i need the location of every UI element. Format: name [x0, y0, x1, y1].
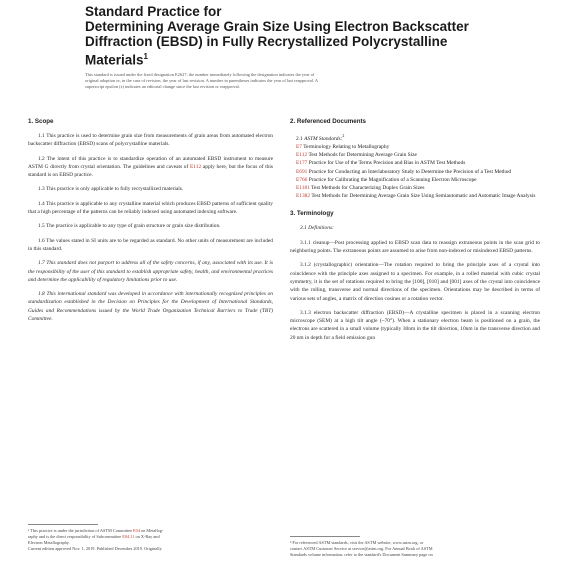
notice-line: This standard is issued under the fixed designation E2627; the number immediately following the designation indicates the year of: [85, 72, 315, 77]
title-footnote-mark: 1: [143, 52, 148, 61]
astm-standards-subheading: [290, 132, 540, 143]
section-heading-references: 2. Referenced Documents: [290, 118, 366, 125]
paragraph-text: 1.2 The intent of this practice is to standardize operation of an automated EBSD instrument to measure ASTM G directly from crystal orientation. The guidelines and caveats of: [28, 155, 273, 170]
sub-label: ASTM Standards:: [304, 135, 343, 142]
reference-item: [290, 176, 540, 184]
subcommittee-link[interactable]: E04.11: [122, 534, 135, 539]
paragraph: 1.6 The values stated in SI units are to be regarded as standard. No other units of measurement are included in this standard.: [28, 237, 273, 252]
definitions-subheading: 3.1 Definitions:: [300, 225, 334, 232]
footnote-rule-left: [28, 524, 98, 525]
footnote-1: [28, 528, 163, 552]
reference-item: [290, 151, 540, 159]
footnote-line: Electron Metallography.: [28, 540, 70, 545]
reference-item: [290, 143, 540, 151]
notice-line: original adoption or, in the case of revision, the year of last revision. A number in parentheses indicates the year of last reapproval. A: [85, 78, 319, 83]
reference-title: Practice for Calibrating the Magnification of a Scanning Electron Microscope: [308, 176, 477, 183]
reference-title: Practice for Use of the Terms Precision and Bias in ASTM Test Methods: [308, 160, 466, 167]
paragraph: 1.3 This practice is only applicable to fully recrystallized materials.: [38, 186, 184, 193]
reference-item: [290, 159, 540, 167]
reference-code-link[interactable]: E7: [296, 144, 302, 150]
footnote-line: contact ASTM Customer Service at service@astm.org. For Annual Book of ASTM: [290, 546, 433, 551]
title-line: Determining Average Grain Size Using Electron Backscatter: [85, 19, 469, 34]
footnote-text: on Metallog-: [141, 528, 164, 533]
reference-code-link[interactable]: E1181: [296, 185, 310, 192]
left-column: [28, 118, 273, 329]
designation-notice: [85, 72, 490, 90]
title-line: [85, 49, 505, 68]
paragraph: 1.4 This practice is applicable to any crystalline material which produces EBSD patterns of sufficient quality that a high percentage of the patterns can be reliably indexed using automated indexing software.: [28, 200, 273, 216]
definition-cleanup: 3.1.1 cleanup—Post processing applied to EBSD scan data to reassign extraneous points in the scan grid to neighboring points. The extraneous points are assumed to arise from non-indexed or misindexed EBSD patterns.: [290, 239, 540, 255]
reference-title: Practice for Conducting an Interlaboratory Study to Determine the Precision of a Test Method: [308, 168, 512, 175]
reference-item: [290, 168, 540, 176]
title-line: Standard Practice for: [85, 4, 222, 19]
title-line: Diffraction (EBSD) in Fully Recrystallized Polycrystalline: [85, 34, 448, 49]
reference-code-link[interactable]: E177: [296, 160, 308, 167]
reference-code-link[interactable]: E1382: [296, 193, 311, 200]
section-heading-scope: 1. Scope: [28, 118, 54, 125]
footnote-text: raphy and is the direct responsibility of Subcommittee: [28, 534, 122, 539]
reference-code-link[interactable]: E691: [296, 168, 308, 175]
footnote-text: on X-Ray and: [135, 534, 160, 539]
reference-title: Test Methods for Determining Average Grain Size: [308, 152, 417, 159]
reference-title: Terminology Relating to Metallography: [303, 144, 390, 150]
right-column: [290, 118, 540, 348]
footnote-line: Standards volume information, refer to the standard's Document Summary page on: [290, 552, 433, 557]
footnote-rule-right: [290, 536, 360, 537]
paragraph-text: apply here, but the focus of this standard is on EBSD practice.: [28, 163, 273, 179]
paragraph: 1.1 This practice is used to determine grain size from measurements of grain areas from automated electron backscatter diffraction (EBSD) scans of polycrystalline materials.: [28, 133, 273, 148]
document-title: [85, 4, 505, 68]
definition-ebsd: 3.1.3 electron backscatter diffraction (EBSD)—A crystalline specimen is placed in a scanning electron microscope (SEM) at a high tilt angle (~70°). When a stationary electron beam is positioned on a grain, the electrons are scattered in a small volume (typically 30nm in the tilt direction, 10nm in the transverse direction and 20 nm in depth for a field emission gun: [290, 309, 540, 341]
sub-number: 2.1: [296, 135, 303, 142]
paragraph: 1.5 The practice is applicable to any type of grain structure or grain size distribution.: [38, 223, 221, 230]
footnote-text: ¹ This practice is under the jurisdiction of ASTM Committee: [28, 528, 132, 533]
reference-title: Test Methods for Characterizing Duplex Grain Sizes: [311, 185, 425, 192]
reference-title: Test Methods for Determining Average Grain Size Using Semiautomatic and Automatic Image Analysis: [311, 193, 536, 200]
reference-link-e112[interactable]: E112: [189, 163, 202, 170]
paragraph: 1.7 This standard does not purport to address all of the safety concerns, if any, associated with its use. It is the responsibility of the user of this standard to establish appropriate safety, health, and environmental practices and determine the applicability of regulatory limitations prior to use.: [28, 260, 273, 283]
reference-item: [290, 184, 540, 192]
title-line-text: Materials: [85, 52, 144, 68]
footnote-line: Current edition approved Nov. 1, 2019. Published December 2019. Originally: [28, 546, 162, 551]
committee-link[interactable]: E04: [133, 528, 140, 533]
paragraph: 1.8 This international standard was developed in accordance with internationally recognized principles on standardization established in the Decision on Principles for the Development of International Standards, Guides and Recommendations issued by the World Trade Organization Technical Barriers to Trade (TBT) Committee.: [28, 291, 273, 323]
notice-line: superscript epsilon (ε) indicates an editorial change since the last revision or reapproval.: [85, 84, 240, 89]
footnote-2: [290, 540, 433, 558]
paragraph: [28, 155, 273, 180]
reference-list: [290, 143, 540, 200]
reference-code-link[interactable]: E112: [296, 152, 308, 159]
footnote-mark: 2: [342, 133, 345, 138]
reference-code-link[interactable]: E766: [296, 176, 308, 183]
section-heading-terminology: 3. Terminology: [290, 210, 334, 218]
footnote-line: ² For referenced ASTM standards, visit the ASTM website, www.astm.org, or: [290, 540, 424, 545]
reference-item: [290, 192, 540, 200]
definition-orientation: 3.1.2 (crystallographic) orientation—The rotation required to bring the principle axes of a crystal into coincidence with the principle axes assigned to a specimen. For example, in a rolled material with cubic crystal symmetry, it is the set of rotations required to bring the [100], [010] and [001] axes of the crystal into coincidence with the rolling, transverse and normal directions of the specimen. Orientations may be described in terms of various sets of angles, a matrix of direction cosines or a rotation vector.: [290, 262, 540, 302]
